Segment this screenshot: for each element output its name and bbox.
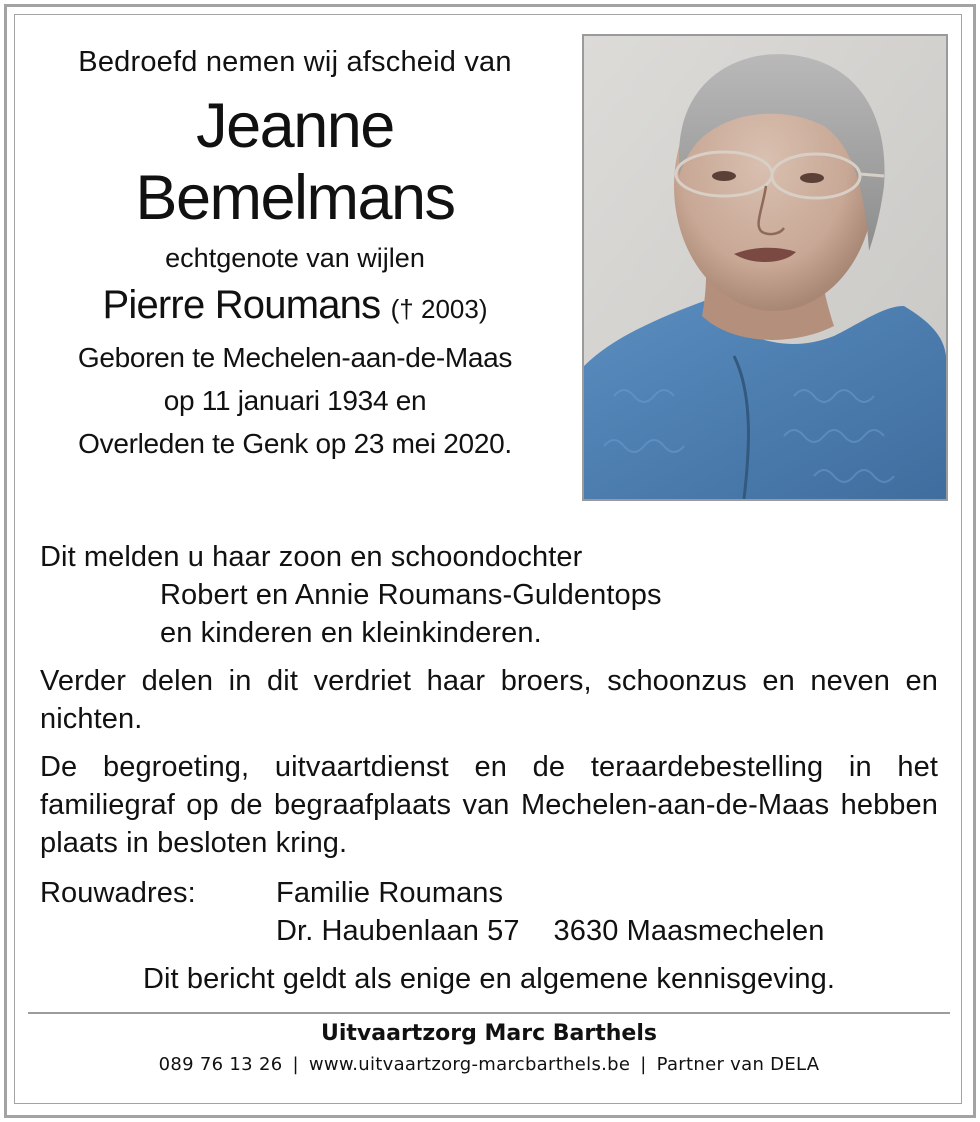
notice-header — [30, 40, 560, 465]
notice-line: Dit bericht geldt als enige en algemene kennisgeving. — [142, 963, 836, 995]
deceased-last-name: Bemelmans — [135, 163, 455, 233]
footer-partner: Partner van DELA — [656, 1054, 820, 1075]
ceremony-paragraph: De begroeting, uitvaartdienst en de teraardebestelling in het familiegraf op de begraafplaats van Mechelen-aan-de-Maas hebben plaats in besloten kring. — [40, 751, 938, 859]
family-paragraph: Verder delen in dit verdriet haar broers, schoonzus en neven en nichten. — [40, 665, 938, 735]
footer-divider — [28, 1012, 950, 1014]
spouse-line — [30, 278, 560, 336]
announce-line: Dit melden u haar zoon en schoondochter — [40, 541, 583, 573]
address-name: Familie Roumans — [276, 877, 504, 909]
address-street: Dr. Haubenlaan 57 — [276, 915, 520, 947]
portrait-photo — [582, 34, 948, 501]
footer-separator: | — [292, 1054, 299, 1075]
footer-contact — [28, 1050, 950, 1080]
funeral-home-name: Uitvaartzorg Marc Barthels — [321, 1021, 657, 1046]
address-street-line — [276, 912, 938, 950]
address-block — [40, 874, 938, 950]
born-line: Geboren te Mechelen-aan-de-Maas — [77, 342, 513, 373]
died-line: Overleden te Genk op 23 mei 2020. — [78, 428, 512, 459]
intro-text: Bedroefd nemen wij afscheid van — [78, 46, 512, 78]
footer-separator: | — [640, 1054, 647, 1075]
footer-website[interactable]: www.uitvaartzorg-marcbarthels.be — [308, 1054, 631, 1075]
spouse-name: Pierre Roumans — [102, 283, 381, 327]
spouse-prefix: echtgenote van wijlen — [165, 243, 425, 273]
notice-body — [40, 538, 938, 998]
address-city: 3630 Maasmechelen — [553, 915, 825, 947]
spouse-died: († 2003) — [390, 294, 488, 324]
grandchildren-line: en kinderen en kleinkinderen. — [160, 617, 542, 649]
born-date: op 11 januari 1934 en — [163, 385, 427, 416]
children-line: Robert en Annie Roumans-Guldentops — [160, 579, 662, 611]
deceased-first-name: Jeanne — [196, 91, 394, 161]
portrait-illustration — [584, 36, 946, 499]
address-label: Rouwadres: — [40, 877, 196, 909]
footer-phone: 089 76 13 26 — [158, 1054, 283, 1075]
